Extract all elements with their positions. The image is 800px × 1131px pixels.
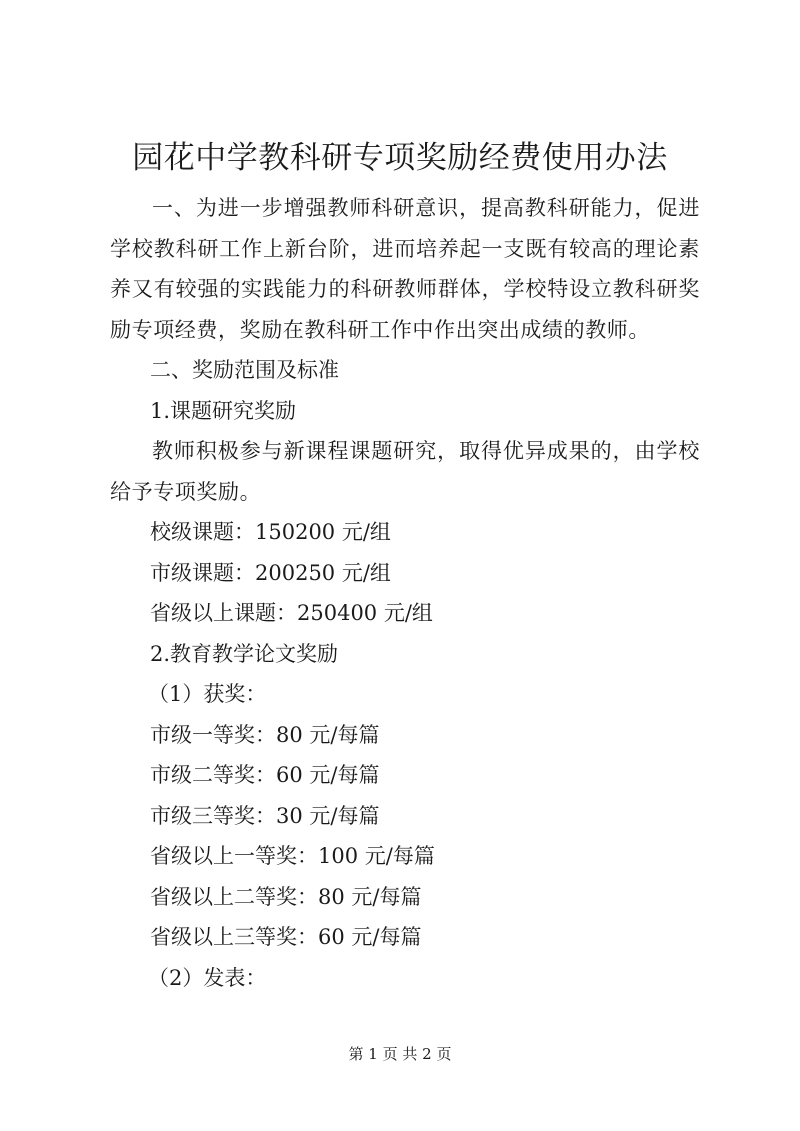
subheading-publication: （2）发表：	[148, 965, 267, 990]
paragraph-research: 教师积极参与新课程课题研究，取得优异成果的，由学校给予专项奖励。	[110, 439, 700, 504]
list-item-province-second: 省级以上二等奖：80 元/每篇	[150, 884, 422, 909]
list-item-province-project: 省级以上课题：250400 元/组	[150, 601, 433, 625]
list-item-city-second: 市级二等奖：60 元/每篇	[150, 763, 380, 787]
section-heading-scope: 二、奖励范围及标准	[150, 358, 339, 382]
page-footer: 第 1 页 共 2 页	[348, 1045, 452, 1063]
subheading-papers: 2.教育教学论文奖励	[150, 641, 339, 666]
list-item-province-third: 省级以上三等奖：60 元/每篇	[150, 925, 422, 949]
document-title: 园花中学教科研专项奖励经费使用办法	[132, 140, 668, 176]
list-item-school-project: 校级课题：150200 元/组	[150, 520, 391, 544]
document-body	[110, 188, 700, 998]
list-item-province-first: 省级以上一等奖：100 元/每篇	[150, 844, 435, 868]
subheading-research: 1.课题研究奖励	[150, 398, 297, 423]
list-item-city-third: 市级三等奖：30 元/每篇	[150, 803, 380, 828]
subheading-awards: （1）获奖：	[148, 682, 267, 706]
list-item-city-first: 市级一等奖：80 元/每篇	[150, 722, 380, 747]
list-item-city-project: 市级课题：200250 元/组	[150, 560, 391, 585]
paragraph-purpose: 一、为进一步增强教师科研意识，提高教科研能力，促进学校教科研工作上新台阶，进而培养起一支既有较高的理论素养又有较强的实践能力的科研教师群体，学校特设立教科研奖励专项经费，奖励在教科研工作中作出突出成绩的教师。	[110, 196, 700, 342]
